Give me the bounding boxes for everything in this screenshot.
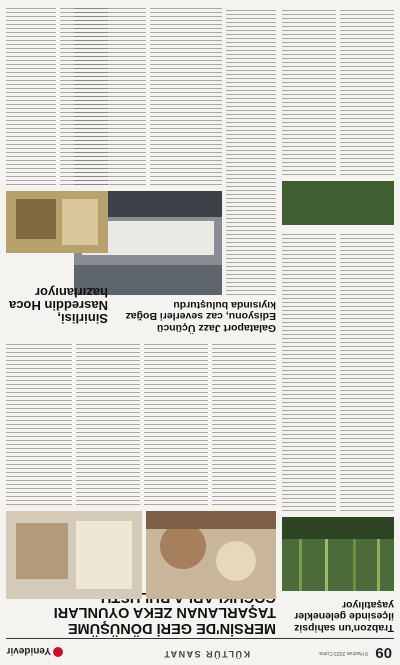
middle-story-headline: Galataport Jazz Üçüncü Edisyonu, caz severleri Boğaz kıyısında buluşturdu xyxy=(125,299,276,334)
left-story-text xyxy=(282,231,336,511)
right-story-text xyxy=(60,7,108,185)
section-title: KÜLTÜR SANAT xyxy=(162,649,250,659)
main-story-text xyxy=(6,341,72,505)
left-story-text xyxy=(282,7,336,175)
svg-text:Yenidevir: Yenidevir xyxy=(6,645,51,656)
left-story-text xyxy=(340,7,394,175)
page-number: 09 xyxy=(375,644,392,661)
left-story-headline: Trabzon'un sahipsiz ilçesinde gelenekler yaşatılıyor xyxy=(294,599,394,634)
right-story-headline: Sinirlisi, Nasreddin Hoca hazırlanıyor xyxy=(9,285,108,326)
left-story-photo-2 xyxy=(282,181,394,225)
header-rule xyxy=(6,638,394,639)
issue-date: 9 Haziran 2023 Cuma xyxy=(319,650,368,656)
main-story-text xyxy=(144,341,208,505)
left-story-photo xyxy=(282,517,394,591)
right-story-text xyxy=(6,7,56,185)
middle-story-text xyxy=(226,7,276,295)
newspaper-logo xyxy=(6,644,64,660)
page-header xyxy=(0,635,400,665)
main-story-text xyxy=(212,341,276,505)
right-story-photo xyxy=(6,191,108,253)
main-story-text xyxy=(76,341,140,505)
main-story-headline: MERSİN'DE GERİ DÖNÜŞÜME TAŞARLANAN ZEKA OYUNLARI xyxy=(53,604,276,636)
main-story-photo xyxy=(146,511,276,599)
left-story-text xyxy=(340,231,394,511)
middle-story-text xyxy=(150,7,222,185)
main-story-photo-2 xyxy=(6,511,142,599)
